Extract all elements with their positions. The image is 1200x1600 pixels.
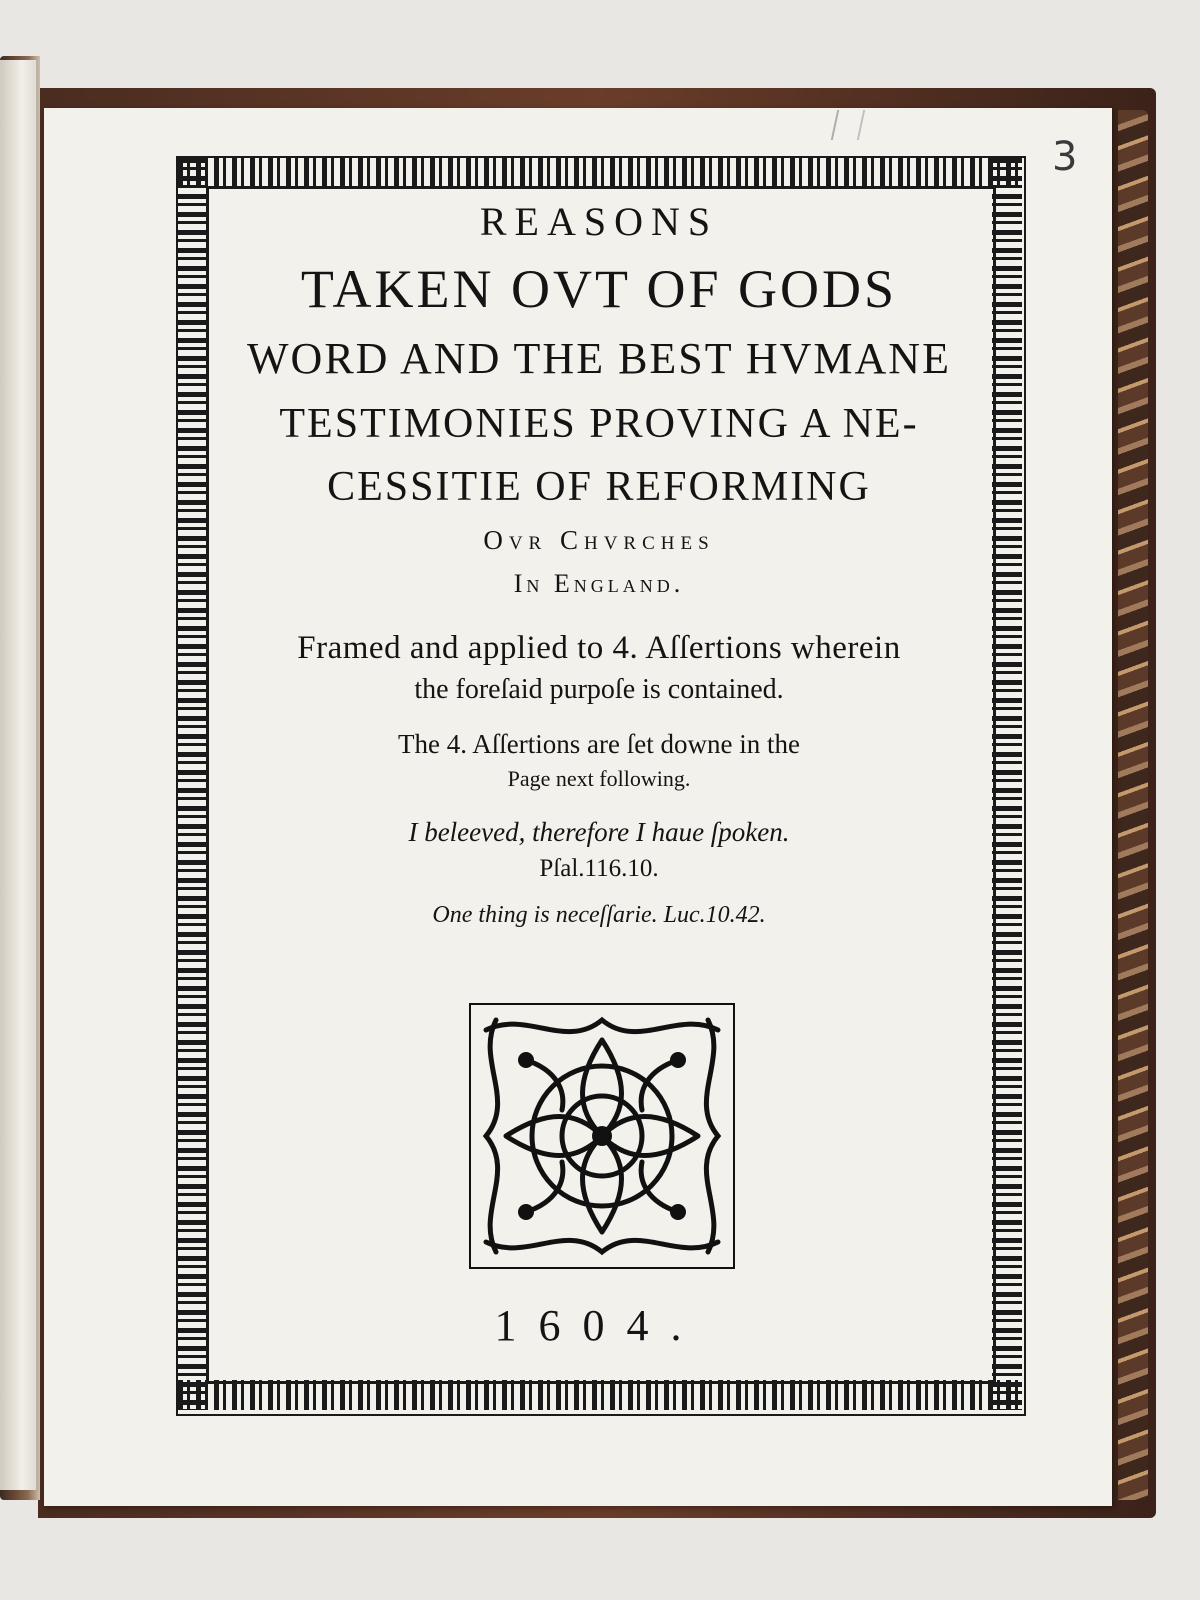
second-epigraph: One thing is neceſſarie. Luc.10.42. xyxy=(432,902,766,928)
note-line-2: Page next following. xyxy=(507,766,691,791)
border-left-ornament xyxy=(178,158,208,1410)
subtitle-line-2: the foreſaid purpoſe is contained. xyxy=(414,674,784,705)
border-bottom-ornament xyxy=(178,1380,1022,1410)
border-right-ornament xyxy=(992,158,1022,1410)
title-line-7: In England. xyxy=(513,569,685,598)
facing-page-edge xyxy=(0,60,38,1490)
printers-ornament-icon xyxy=(466,1000,738,1272)
title-line-6: Ovr Chvrches xyxy=(483,525,715,555)
book-marbled-edge xyxy=(1118,110,1148,1500)
title-line-2: TAKEN OVT OF GODS xyxy=(300,259,898,319)
note-line-1: The 4. Aſſertions are ſet downe in the xyxy=(398,729,800,759)
subtitle-line-1: Framed and applied to 4. Aſſertions wherein xyxy=(297,630,901,666)
title-line-4: TESTIMONIES PROVING A NE- xyxy=(279,401,919,447)
title-line-5: CESSITIE OF REFORMING xyxy=(327,464,871,510)
publication-year: 1604. xyxy=(494,1301,704,1350)
pencil-page-number: 3 xyxy=(1052,134,1078,180)
title-line-1: REASONS xyxy=(479,199,719,244)
epigraph-text: I beleeved, therefore I haue ſpoken. xyxy=(408,817,790,847)
title-text-block xyxy=(214,192,984,936)
title-line-3: WORD AND THE BEST HVMANE xyxy=(247,334,951,383)
border-top-ornament xyxy=(178,158,1022,188)
epigraph-citation: Pſal.116.10. xyxy=(539,855,659,882)
